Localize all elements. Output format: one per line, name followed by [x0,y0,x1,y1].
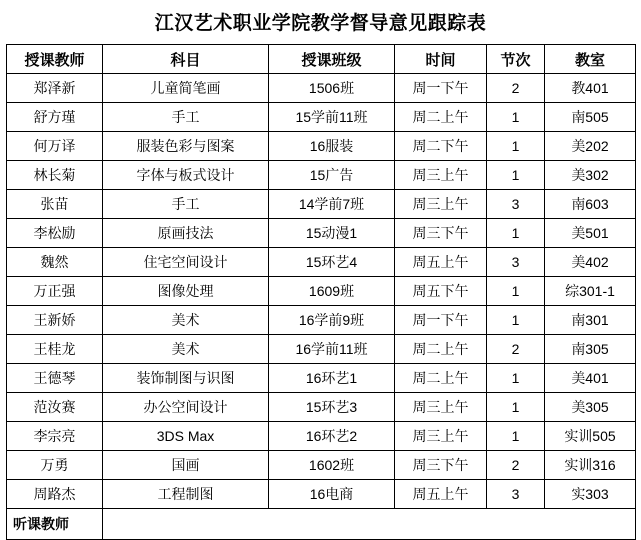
cell-time: 周三下午 [395,219,487,248]
cell-teacher: 万正强 [7,277,103,306]
cell-time: 周三上午 [395,422,487,451]
table-row [7,132,636,161]
cell-room: 美302 [545,161,636,190]
cell-period: 3 [487,480,545,509]
table-row [7,364,636,393]
cell-class: 1506班 [269,74,395,103]
cell-subject: 原画技法 [103,219,269,248]
cell-period: 1 [487,393,545,422]
cell-teacher: 舒方瑾 [7,103,103,132]
column-header-time: 时间 [395,45,487,74]
cell-time: 周二上午 [395,103,487,132]
cell-room: 美401 [545,364,636,393]
cell-room: 实303 [545,480,636,509]
cell-class: 15环艺3 [269,393,395,422]
cell-class: 16电商 [269,480,395,509]
cell-teacher: 周路杰 [7,480,103,509]
cell-room: 综301-1 [545,277,636,306]
cell-time: 周三上午 [395,190,487,219]
cell-teacher: 郑泽新 [7,74,103,103]
cell-teacher: 何万译 [7,132,103,161]
cell-room: 南505 [545,103,636,132]
table-row [7,422,636,451]
cell-time: 周一下午 [395,74,487,103]
cell-class: 15动漫1 [269,219,395,248]
table-row [7,103,636,132]
cell-class: 16学前11班 [269,335,395,364]
cell-class: 16学前9班 [269,306,395,335]
cell-class: 1602班 [269,451,395,480]
cell-class: 16环艺1 [269,364,395,393]
cell-subject: 服装色彩与图案 [103,132,269,161]
cell-time: 周一下午 [395,306,487,335]
cell-subject: 图像处理 [103,277,269,306]
cell-period: 1 [487,161,545,190]
column-header-room: 教室 [545,45,636,74]
cell-room: 美501 [545,219,636,248]
table-row [7,219,636,248]
cell-class: 15学前11班 [269,103,395,132]
cell-time: 周三下午 [395,451,487,480]
cell-class: 15环艺4 [269,248,395,277]
cell-subject: 美术 [103,306,269,335]
cell-time: 周三上午 [395,393,487,422]
cell-period: 1 [487,132,545,161]
table-row [7,393,636,422]
cell-subject: 字体与板式设计 [103,161,269,190]
cell-class: 15广告 [269,161,395,190]
cell-subject: 国画 [103,451,269,480]
cell-teacher: 王德琴 [7,364,103,393]
supervision-schedule-table [6,44,636,540]
cell-teacher: 李松励 [7,219,103,248]
cell-class: 1609班 [269,277,395,306]
table-row [7,451,636,480]
cell-room: 实训505 [545,422,636,451]
cell-teacher: 魏然 [7,248,103,277]
column-header-period: 节次 [487,45,545,74]
cell-teacher: 林长菊 [7,161,103,190]
cell-room: 实训316 [545,451,636,480]
cell-time: 周二上午 [395,335,487,364]
cell-time: 周三上午 [395,161,487,190]
cell-period: 1 [487,364,545,393]
column-header-teacher: 授课教师 [7,45,103,74]
cell-room: 南603 [545,190,636,219]
cell-teacher: 李宗亮 [7,422,103,451]
cell-period: 1 [487,306,545,335]
cell-room: 美202 [545,132,636,161]
table-row [7,335,636,364]
cell-period: 2 [487,74,545,103]
cell-time: 周二下午 [395,132,487,161]
table-row [7,74,636,103]
cell-subject: 3DS Max [103,422,269,451]
cell-room: 教401 [545,74,636,103]
cell-room: 南305 [545,335,636,364]
cell-teacher: 王新娇 [7,306,103,335]
cell-subject: 手工 [103,190,269,219]
cell-subject: 工程制图 [103,480,269,509]
footer-label-listening-teacher: 听课教师 [7,509,103,540]
table-header-row [7,45,636,74]
table-row [7,190,636,219]
table-row [7,480,636,509]
cell-room: 南301 [545,306,636,335]
table-row [7,248,636,277]
cell-period: 3 [487,190,545,219]
cell-subject: 儿童简笔画 [103,74,269,103]
cell-subject: 美术 [103,335,269,364]
cell-teacher: 张苗 [7,190,103,219]
cell-period: 1 [487,103,545,132]
cell-period: 1 [487,219,545,248]
cell-period: 2 [487,335,545,364]
cell-period: 1 [487,422,545,451]
cell-subject: 手工 [103,103,269,132]
cell-period: 1 [487,277,545,306]
cell-time: 周五上午 [395,248,487,277]
cell-room: 美305 [545,393,636,422]
column-header-subject: 科目 [103,45,269,74]
table-row [7,161,636,190]
cell-subject: 装饰制图与识图 [103,364,269,393]
cell-period: 3 [487,248,545,277]
cell-room: 美402 [545,248,636,277]
cell-time: 周五下午 [395,277,487,306]
cell-subject: 住宅空间设计 [103,248,269,277]
cell-class: 16服装 [269,132,395,161]
table-row [7,306,636,335]
cell-teacher: 范汝赛 [7,393,103,422]
cell-time: 周五上午 [395,480,487,509]
page-title: 江汉艺术职业学院教学督导意见跟踪表 [154,13,487,34]
cell-teacher: 万勇 [7,451,103,480]
footer-value-listening-teacher[interactable] [103,509,636,540]
cell-subject: 办公空间设计 [103,393,269,422]
footer-row [7,509,636,540]
cell-time: 周二上午 [395,364,487,393]
cell-teacher: 王桂龙 [7,335,103,364]
cell-period: 2 [487,451,545,480]
cell-class: 14学前7班 [269,190,395,219]
cell-class: 16环艺2 [269,422,395,451]
column-header-class: 授课班级 [269,45,395,74]
table-row [7,277,636,306]
